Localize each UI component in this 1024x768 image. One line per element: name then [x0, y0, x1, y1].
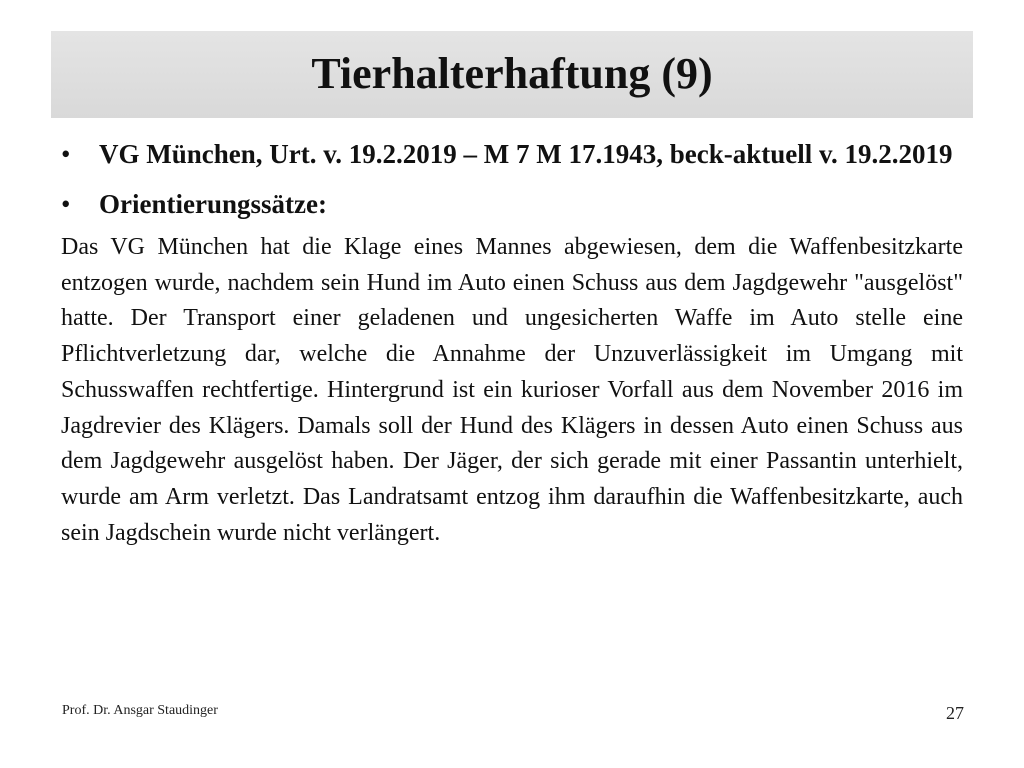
- bullet-marker: •: [61, 189, 71, 219]
- slide-title: Tierhalterhaftung (9): [311, 48, 713, 98]
- slide-content: [61, 134, 963, 551]
- page-number: 27: [946, 703, 964, 723]
- bullet-item-heading: [61, 184, 963, 224]
- bullet-text-citation: VG München, Urt. v. 19.2.2019 – M 7 M 17.1943, beck-aktuell v. 19.2.2019: [99, 139, 953, 169]
- bullet-marker: •: [61, 139, 71, 169]
- bullet-item-citation: [61, 134, 963, 174]
- title-bar: [51, 31, 973, 118]
- bullet-text-heading: Orientierungssätze:: [99, 189, 327, 219]
- footer-author: Prof. Dr. Ansgar Staudinger: [62, 703, 218, 718]
- body-paragraph: Das VG München hat die Klage eines Mannes abgewiesen, dem die Waffenbesitzkarte entzogen wurde, nachdem sein Hund im Auto einen Schuss aus dem Jagdgewehr "ausgelöst" hatte. Der Transport einer geladenen und ungesicherten Waffe im Auto stelle eine Pflichtverletzung dar, welche die Annahme der Unzuverlässigkeit im Umgang mit Schusswaffen rechtfertige. Hintergrund ist ein kurioser Vorfall aus dem November 2016 im Jagdrevier des Klägers. Damals soll der Hund des Klägers in dessen Auto einen Schuss aus dem Jagdgewehr ausgelöst haben. Der Jäger, der sich gerade mit einer Passantin unterhielt, wurde am Arm verletzt. Das Landratsamt entzog ihm daraufhin die Waffenbesitzkarte, auch sein Jagdschein wurde nicht verlängert.: [61, 234, 963, 546]
